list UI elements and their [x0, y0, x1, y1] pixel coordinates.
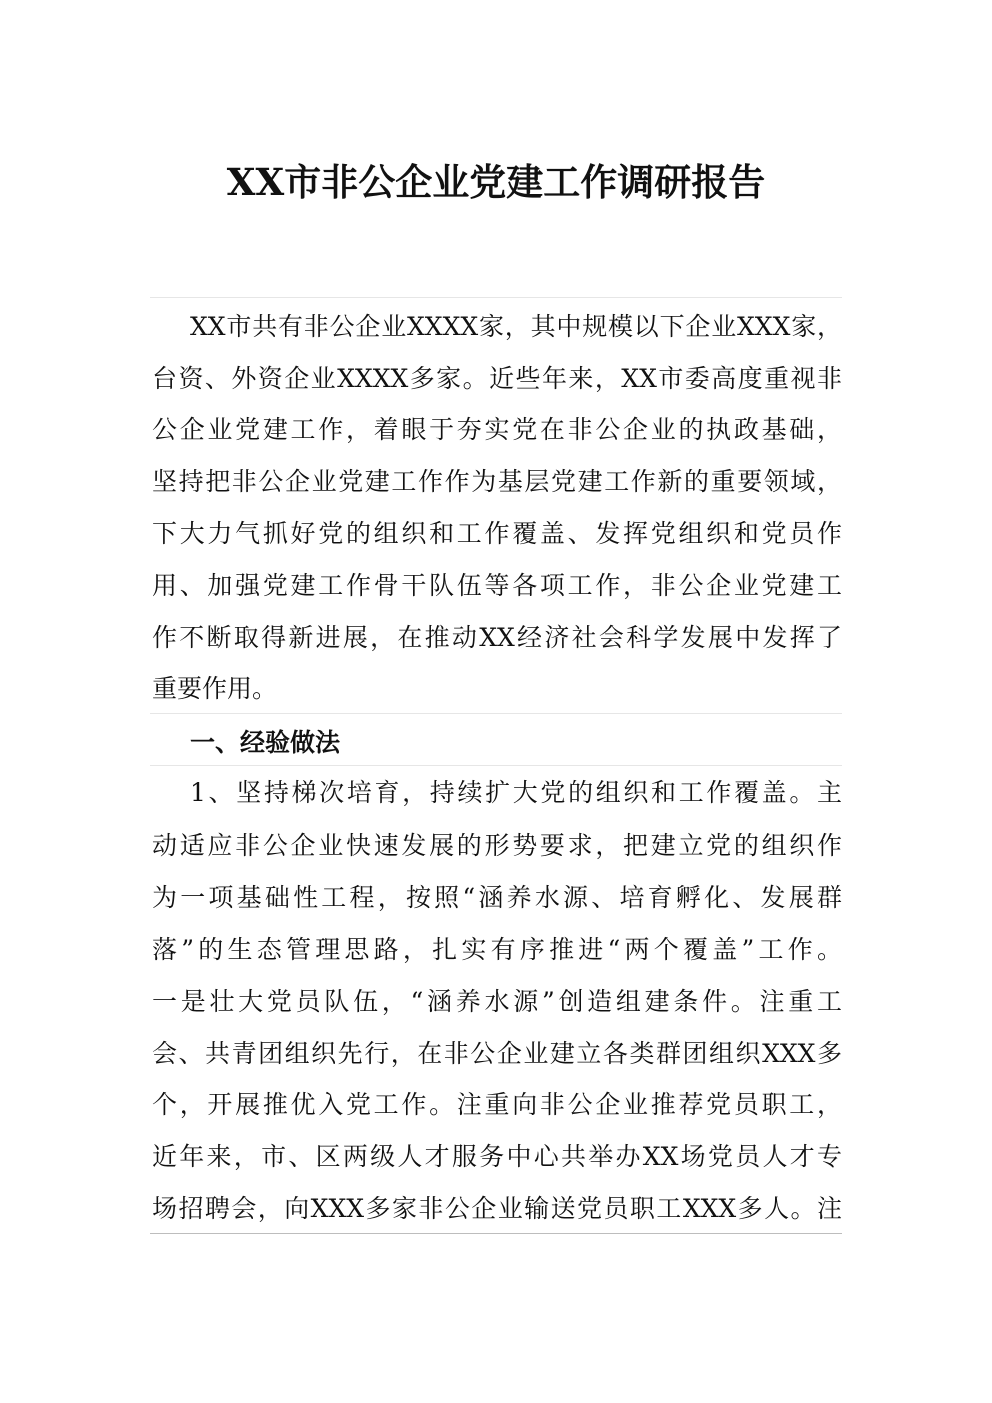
paragraph-line: 为一项基础性工程，按照“涵养水源、培育孵化、发展群 [152, 883, 842, 912]
paragraph-line: 用、加强党建工作骨干队伍等各项工作，非公企业党建工 [152, 571, 842, 600]
paragraph-line: 公企业党建工作，着眼于夯实党在非公企业的执政基础， [152, 415, 842, 444]
divider-top [150, 297, 842, 298]
paragraph-line: 重要作用。 [152, 674, 278, 703]
paragraph-line: 作不断取得新进展，在推动XX经济社会科学发展中发挥了 [152, 623, 842, 652]
paragraph-line: 一是壮大党员队伍，“涵养水源”创造组建条件。注重工 [152, 987, 842, 1016]
document-title: XX市非公企业党建工作调研报告 [226, 160, 766, 204]
paragraph-line: 下大力气抓好党的组织和工作覆盖、发挥党组织和党员作 [152, 519, 842, 548]
divider [150, 765, 842, 766]
paragraph-line: 坚持把非公企业党建工作作为基层党建工作新的重要领域， [152, 467, 842, 496]
paragraph-line: 落”的生态管理思路，扎实有序推进“两个覆盖”工作。 [152, 935, 842, 964]
paragraph-line: 台资、外资企业XXXX多家。近些年来，XX市委高度重视非 [152, 364, 842, 393]
divider [150, 713, 842, 714]
paragraph-line: 动适应非公企业快速发展的形势要求，把建立党的组织作 [152, 831, 842, 860]
paragraph-line: 近年来，市、区两级人才服务中心共举办XX场党员人才专 [152, 1142, 842, 1171]
paragraph-line: XX市共有非公企业XXXX家，其中规模以下企业XXX家， [190, 312, 842, 341]
divider-bottom [150, 1233, 842, 1234]
paragraph-line: 个，开展推优入党工作。注重向非公企业推荐党员职工， [152, 1090, 842, 1119]
paragraph-line: 1、坚持梯次培育，持续扩大党的组织和工作覆盖。主 [190, 778, 842, 807]
section-heading: 一、经验做法 [190, 728, 341, 757]
paragraph-line: 会、共青团组织先行，在非公企业建立各类群团组织XXX多 [152, 1039, 842, 1068]
paragraph-line: 场招聘会，向XXX多家非公企业输送党员职工XXX多人。注 [152, 1194, 842, 1223]
